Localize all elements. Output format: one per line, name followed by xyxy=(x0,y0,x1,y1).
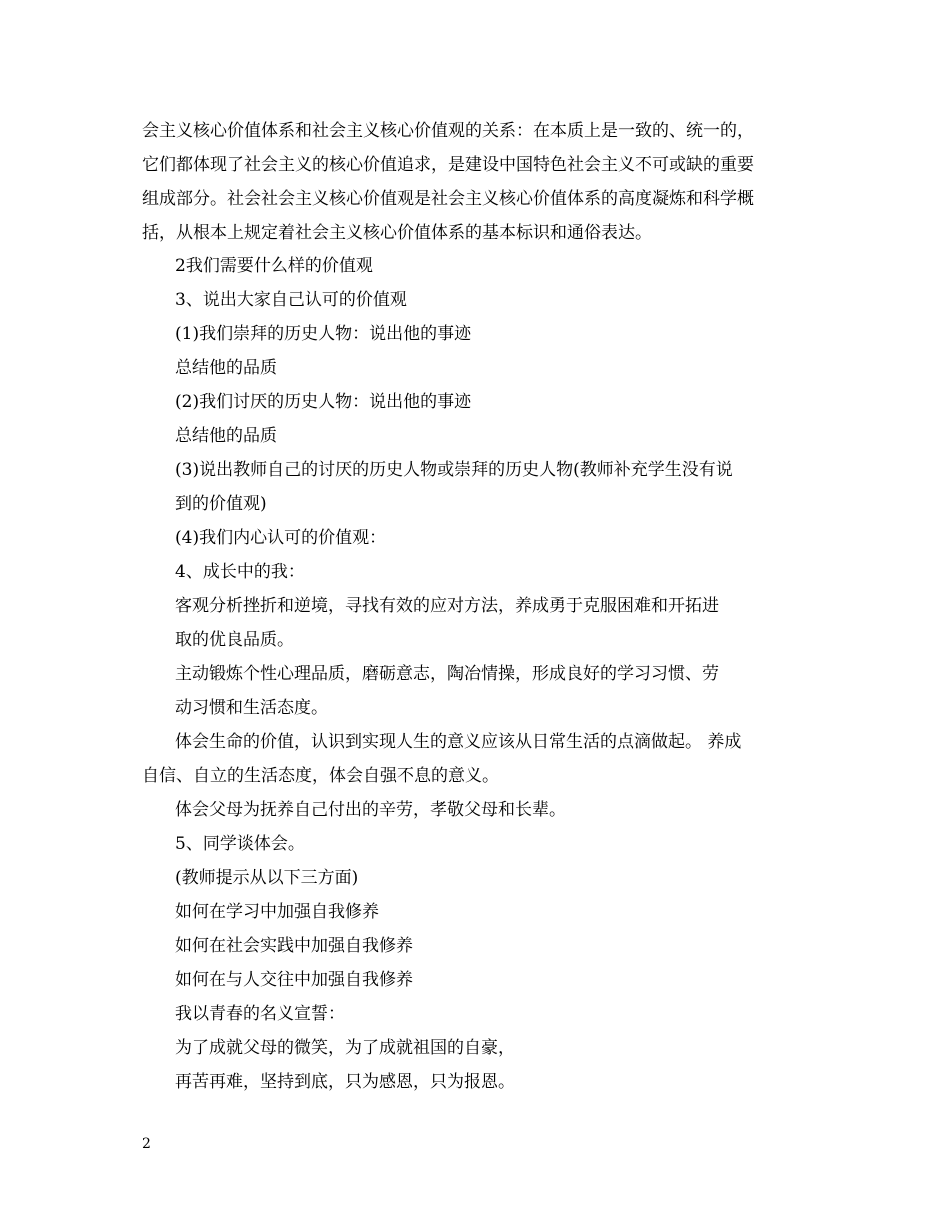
text-line: 如何在社会实践中加强自我修养 xyxy=(175,936,413,956)
text-line: (2)我们讨厌的历史人物：说出他的事迹 xyxy=(175,392,472,412)
text-line: 总结他的品质 xyxy=(175,426,277,446)
text-line: 5、同学谈体会。 xyxy=(175,834,305,854)
text-line: 体会父母为抚养自己付出的辛劳，孝敬父母和长辈。 xyxy=(175,800,566,820)
text-line: 客观分析挫折和逆境，寻找有效的应对方法，养成勇于克服困难和开拓进 xyxy=(175,596,719,616)
text-line: (教师提示从以下三方面) xyxy=(175,868,359,888)
text-line: (4)我们内心认可的价值观： xyxy=(175,528,387,548)
text-line: 总结他的品质 xyxy=(175,358,277,378)
text-line: 体会生命的价值，认识到实现人生的意义应该从日常生活的点滴做起。 养成 xyxy=(175,732,742,752)
text-line: 组成部分。社会社会主义核心价值观是社会主义核心价值体系的高度凝炼和科学概 xyxy=(142,189,754,209)
text-line: 为了成就父母的微笑，为了成就祖国的自豪， xyxy=(175,1038,515,1058)
text-line: 括，从根本上规定着社会主义核心价值体系的基本标识和通俗表达。 xyxy=(142,223,652,243)
text-line: 会主义核心价值体系和社会主义核心价值观的关系：在本质上是一致的、统一的， xyxy=(142,121,754,141)
text-line: 主动锻炼个性心理品质，磨砺意志，陶冶情操，形成良好的学习习惯、劳 xyxy=(175,664,719,684)
text-line: 2我们需要什么样的价值观 xyxy=(175,256,373,276)
text-line: 如何在与人交往中加强自我修养 xyxy=(175,970,413,990)
text-line: 到的价值观) xyxy=(175,494,267,514)
text-line: 自信、自立的生活态度，体会自强不息的意义。 xyxy=(142,766,499,786)
text-line: (1)我们崇拜的历史人物：说出他的事迹 xyxy=(175,324,472,344)
text-line: (3)说出教师自己的讨厌的历史人物或崇拜的历史人物(教师补充学生没有说 xyxy=(175,460,733,480)
page-number: 2 xyxy=(142,1136,151,1152)
text-line: 再苦再难，坚持到底，只为感恩，只为报恩。 xyxy=(175,1072,515,1092)
text-line: 我以青春的名义宣誓： xyxy=(175,1004,345,1024)
text-line: 取的优良品质。 xyxy=(175,630,294,650)
text-line: 4、成长中的我： xyxy=(175,562,305,582)
text-line: 它们都体现了社会主义的核心价值追求，是建设中国特色社会主义不可或缺的重要 xyxy=(142,155,754,175)
text-line: 如何在学习中加强自我修养 xyxy=(175,902,379,922)
text-line: 动习惯和生活态度。 xyxy=(175,698,328,718)
text-line: 3、说出大家自己认可的价值观 xyxy=(175,290,407,310)
